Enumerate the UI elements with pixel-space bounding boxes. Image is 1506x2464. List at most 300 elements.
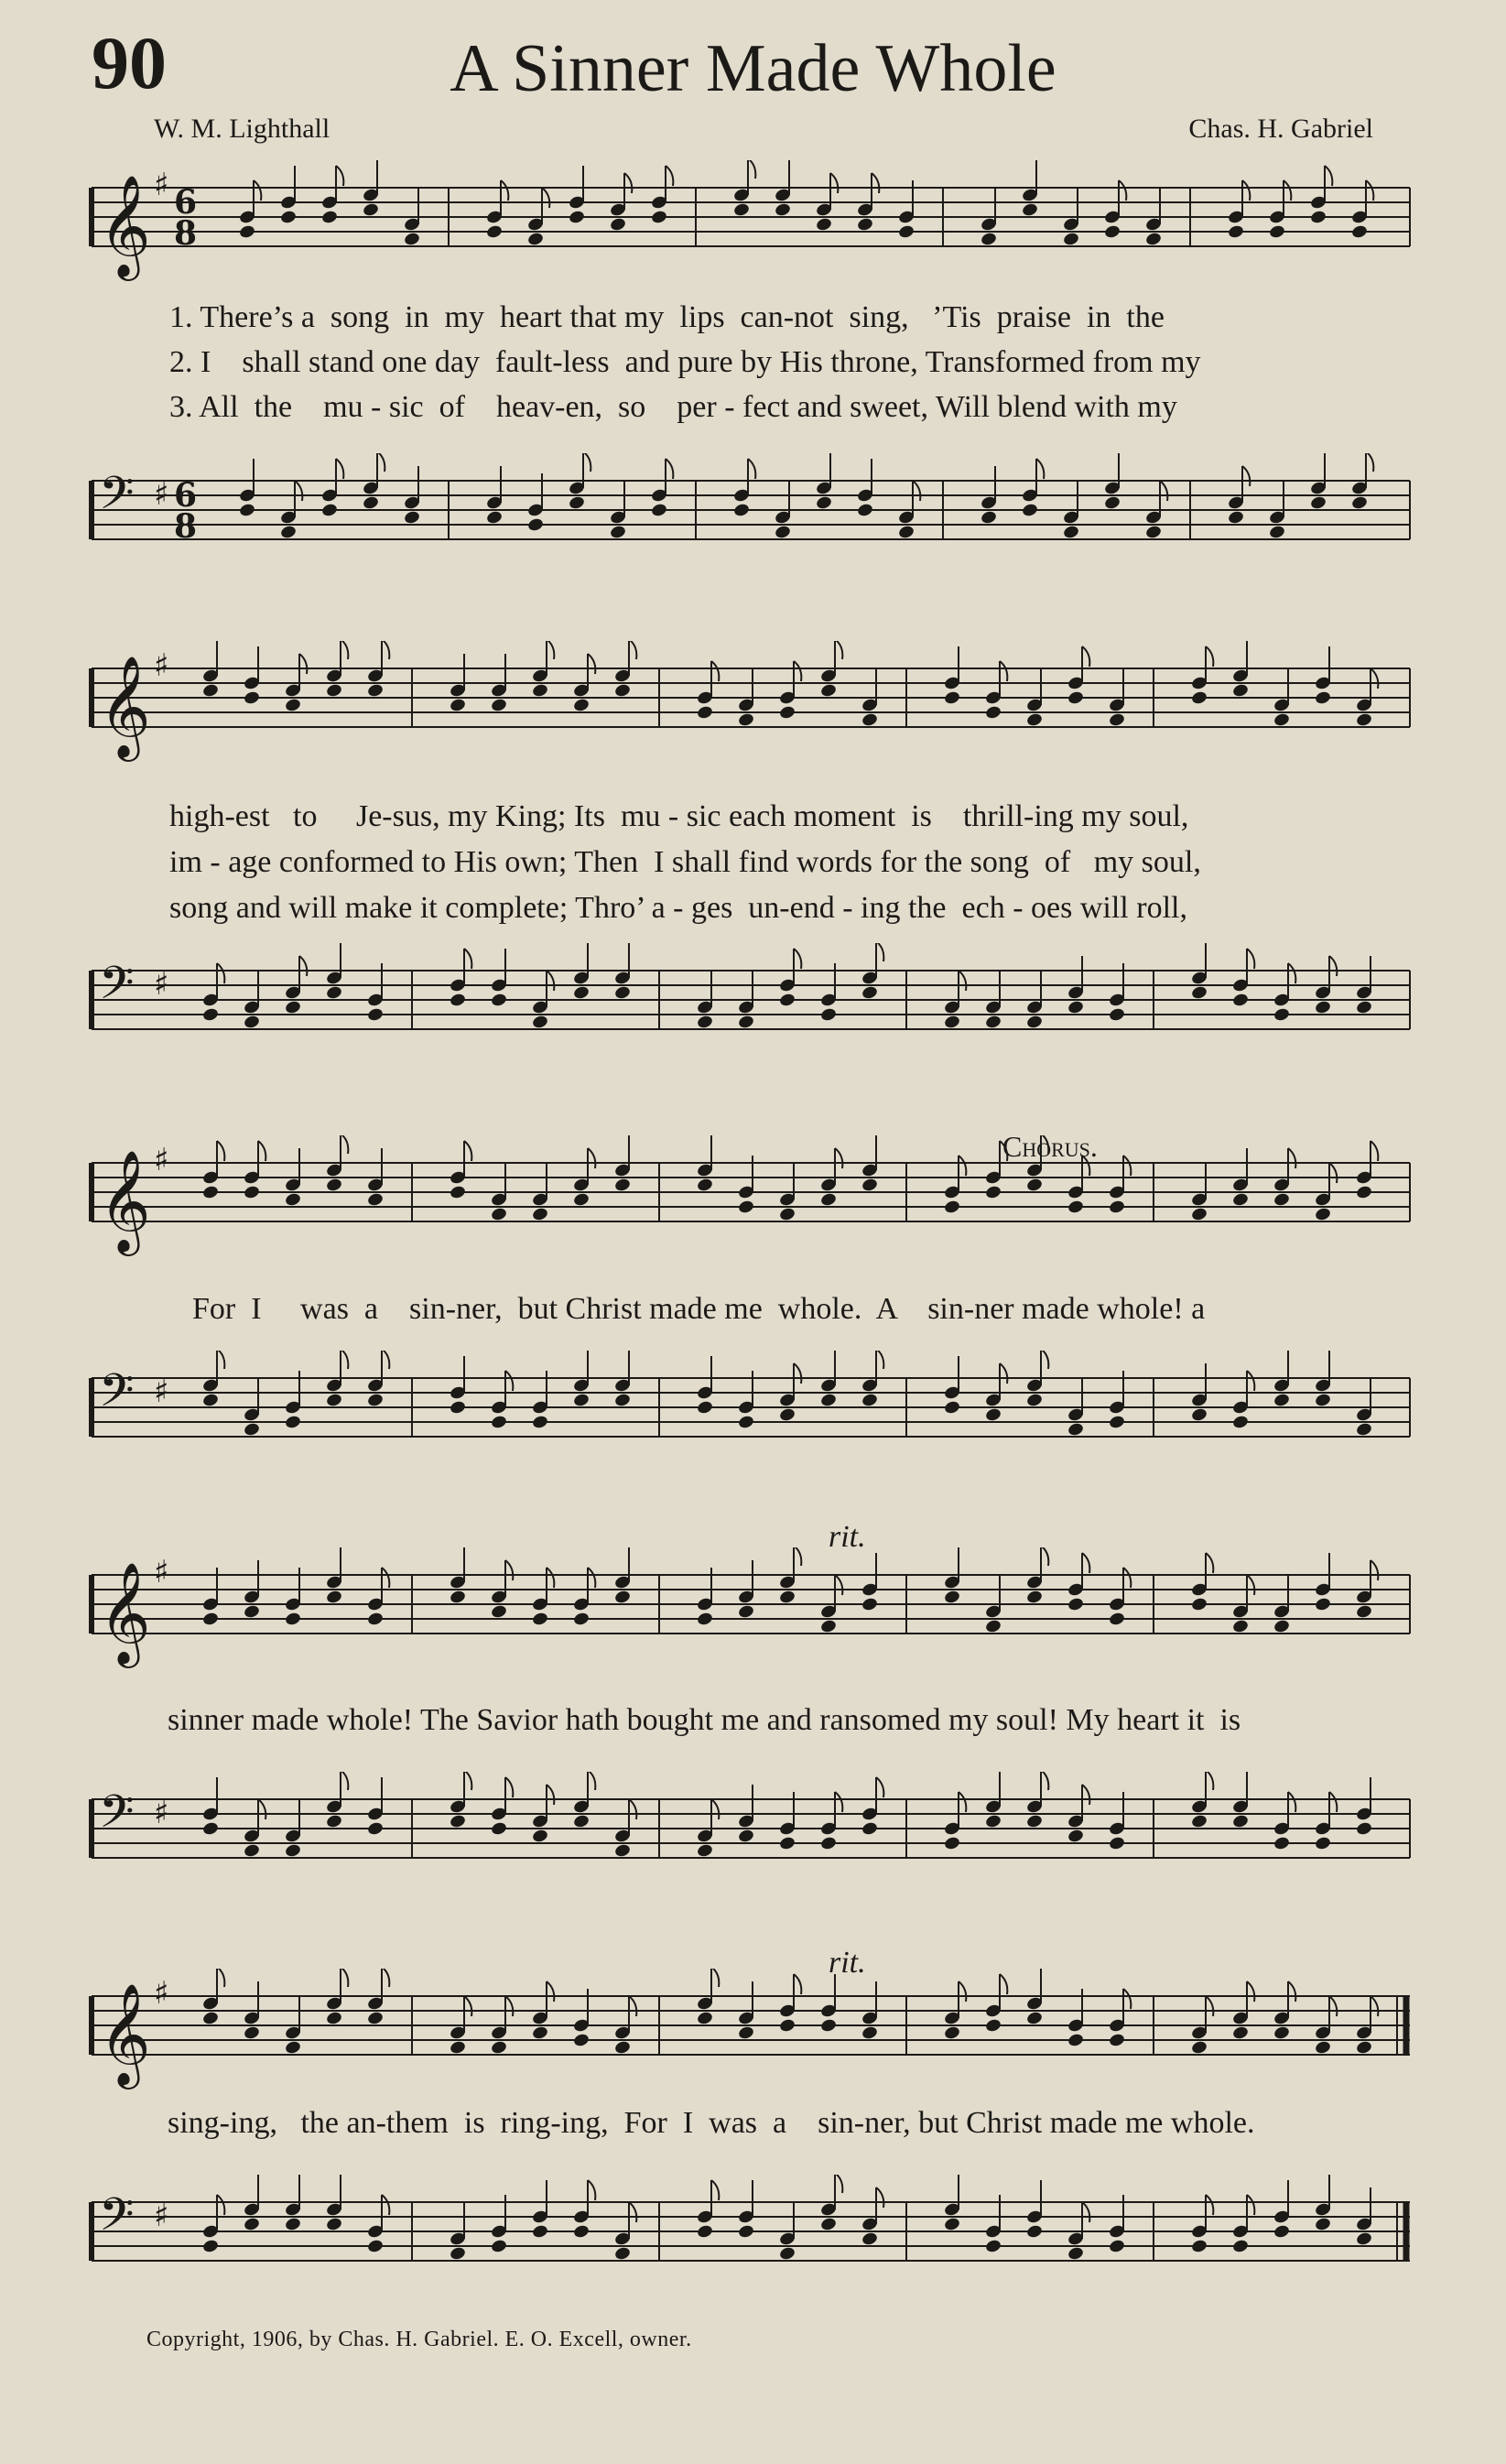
note-head — [1062, 232, 1079, 247]
note-head — [1025, 2224, 1043, 2240]
note-flag — [1082, 646, 1089, 667]
note-flag — [711, 661, 719, 681]
note-flag — [588, 654, 595, 674]
note-head — [861, 2231, 878, 2247]
note-flag — [1329, 956, 1337, 976]
note-flag — [1041, 1135, 1048, 1154]
note-flag — [794, 949, 801, 969]
note-head — [737, 1199, 754, 1215]
note-head — [778, 1590, 796, 1605]
note-head — [1108, 2239, 1125, 2254]
note-head — [449, 1590, 466, 1605]
note-head — [284, 1612, 301, 1627]
note-flag — [1160, 481, 1167, 501]
note-flag — [341, 641, 348, 659]
time-signature-icon: 6 — [174, 476, 198, 515]
treble-clef-icon: 𝄞 — [99, 174, 151, 277]
note-head — [403, 510, 420, 526]
note-flag — [1284, 180, 1291, 201]
note-head — [732, 503, 750, 518]
note-head — [696, 1612, 713, 1627]
note-head — [943, 690, 960, 706]
note-flag — [258, 1141, 265, 1161]
note-head — [1108, 2033, 1125, 2048]
note-head — [572, 1393, 590, 1408]
note-head — [943, 1400, 960, 1416]
key-signature-sharp-icon: ♯ — [154, 476, 169, 513]
note-flag — [1288, 1792, 1295, 1812]
treble-staff — [82, 1135, 1419, 1264]
note-head — [1144, 525, 1162, 540]
note-head — [1273, 1393, 1290, 1408]
note-head — [1025, 1178, 1043, 1193]
note-head — [531, 1612, 548, 1627]
note-head — [243, 2025, 260, 2041]
note-head — [1268, 525, 1285, 540]
note-head — [1190, 1597, 1208, 1612]
note-head — [366, 1192, 384, 1208]
note-flag — [666, 166, 673, 186]
note-flag — [1036, 459, 1044, 479]
note-flag — [1371, 668, 1378, 689]
ritardando-marking: rit. — [829, 1946, 866, 1980]
note-flag — [959, 1156, 966, 1176]
note-flag — [1206, 1553, 1213, 1573]
note-head — [980, 232, 997, 247]
note-head — [284, 2217, 301, 2232]
note-flag — [464, 949, 471, 969]
note-flag — [336, 459, 343, 479]
note-head — [490, 2040, 507, 2056]
note-head — [1067, 2033, 1084, 2048]
note-head — [984, 1407, 1002, 1423]
note-head — [1190, 690, 1208, 706]
key-signature-sharp-icon: ♯ — [154, 647, 169, 684]
note-head — [243, 690, 260, 706]
note-head — [943, 2025, 960, 2041]
note-head — [490, 1207, 507, 1222]
note-head — [325, 2011, 342, 2026]
note-flag — [1000, 1974, 1007, 1994]
note-flag — [711, 2180, 719, 2200]
note-flag — [1082, 1553, 1089, 1573]
note-flag — [835, 641, 842, 659]
note-head — [1108, 1612, 1125, 1627]
note-head — [696, 705, 713, 721]
note-head — [1314, 1000, 1331, 1015]
note-flag — [382, 1351, 389, 1369]
treble-staff — [82, 641, 1419, 769]
note-head — [1108, 1007, 1125, 1023]
note-head — [1025, 712, 1043, 728]
bass-clef-icon: 𝄢 — [99, 2188, 135, 2252]
note-head — [325, 2217, 342, 2232]
note-head — [815, 495, 832, 511]
note-flag — [830, 173, 838, 193]
note-head — [819, 1836, 837, 1851]
note-flag — [588, 1772, 595, 1790]
note-head — [531, 2224, 548, 2240]
note-flag — [1206, 646, 1213, 667]
note-flag — [876, 1777, 883, 1797]
note-head — [366, 1821, 384, 1837]
note-head — [531, 1415, 548, 1430]
note-head — [650, 210, 667, 225]
note-head — [1190, 1207, 1208, 1222]
note-flag — [794, 1547, 801, 1566]
note-head — [366, 683, 384, 699]
note-head — [696, 1178, 713, 1193]
note-head — [1067, 1829, 1084, 1844]
note-flag — [959, 971, 966, 991]
note-head — [362, 202, 379, 218]
note-head — [737, 2224, 754, 2240]
note-head — [613, 1843, 631, 1859]
note-head — [572, 1612, 590, 1627]
note-flag — [547, 1785, 554, 1805]
note-head — [490, 1604, 507, 1620]
note-head — [201, 2239, 219, 2254]
bass-clef-icon: 𝄢 — [99, 1364, 135, 1428]
note-head — [243, 1015, 260, 1030]
note-head — [1268, 224, 1285, 240]
note-head — [1309, 210, 1327, 225]
note-head — [1108, 712, 1125, 728]
note-head — [201, 1821, 219, 1837]
note-head — [819, 2217, 837, 2232]
note-flag — [464, 1996, 471, 2016]
note-head — [572, 698, 590, 713]
note-head — [778, 1207, 796, 1222]
hymn-number: 90 — [92, 21, 167, 104]
time-signature-icon: 8 — [174, 214, 198, 253]
note-flag — [547, 641, 554, 659]
note-flag — [377, 453, 385, 472]
note-head — [1231, 683, 1249, 699]
note-head — [1025, 1393, 1043, 1408]
note-head — [613, 2246, 631, 2262]
note-head — [1025, 1814, 1043, 1829]
note-head — [1025, 1015, 1043, 1030]
note-flag — [1288, 1981, 1295, 2002]
note-flag — [876, 943, 883, 961]
note-flag — [217, 963, 224, 983]
note-head — [1314, 690, 1331, 706]
note-head — [201, 2011, 219, 2026]
note-head — [1103, 224, 1121, 240]
note-head — [861, 2025, 878, 2041]
note-head — [1355, 1185, 1372, 1200]
bass-staff — [82, 2175, 1419, 2303]
note-head — [1273, 1619, 1290, 1634]
note-flag — [341, 1135, 348, 1154]
note-head — [984, 1814, 1002, 1829]
note-flag — [666, 459, 673, 479]
treble-clef-icon: 𝄞 — [99, 1561, 151, 1664]
note-head — [897, 224, 915, 240]
note-head — [609, 217, 626, 233]
note-flag — [1247, 1371, 1254, 1391]
note-head — [1021, 202, 1038, 218]
note-head — [774, 202, 791, 218]
note-head — [1067, 690, 1084, 706]
note-head — [284, 698, 301, 713]
note-head — [856, 503, 873, 518]
note-flag — [336, 166, 343, 186]
lyric-line: 3. All the mu - sic of heav-en, so per - fect and sweet, Will blend with my — [169, 390, 1177, 424]
note-flag — [1082, 1785, 1089, 1805]
note-head — [1273, 2224, 1290, 2240]
note-head — [778, 2018, 796, 2034]
note-head — [1067, 1597, 1084, 1612]
note-flag — [1288, 1148, 1295, 1168]
note-flag — [217, 1351, 224, 1369]
note-head — [362, 495, 379, 511]
note-head — [815, 217, 832, 233]
note-flag — [711, 1969, 719, 1987]
note-head — [819, 2018, 837, 2034]
note-flag — [913, 481, 920, 501]
note-head — [1067, 1199, 1084, 1215]
note-head — [778, 1836, 796, 1851]
note-flag — [588, 1568, 595, 1588]
note-head — [490, 698, 507, 713]
note-flag — [505, 1371, 513, 1391]
treble-clef-icon: 𝄞 — [99, 1982, 151, 2085]
note-head — [1108, 1415, 1125, 1430]
note-flag — [876, 2187, 883, 2208]
note-head — [449, 698, 466, 713]
note-head — [737, 1015, 754, 1030]
note-flag — [794, 1974, 801, 1994]
note-flag — [505, 1777, 513, 1797]
note-head — [1067, 1422, 1084, 1438]
key-signature-sharp-icon: ♯ — [154, 1975, 169, 2012]
note-head — [243, 1843, 260, 1859]
note-head — [325, 1393, 342, 1408]
note-head — [1190, 985, 1208, 1001]
key-signature-sharp-icon: ♯ — [154, 1554, 169, 1590]
note-flag — [382, 1568, 389, 1588]
note-flag — [1247, 1981, 1254, 2002]
time-signature-icon: 8 — [174, 507, 198, 546]
note-head — [943, 2217, 960, 2232]
note-head — [1108, 1836, 1125, 1851]
note-head — [613, 1590, 631, 1605]
treble-staff — [82, 160, 1419, 288]
note-head — [613, 2040, 631, 2056]
key-signature-sharp-icon: ♯ — [154, 167, 169, 203]
note-flag — [629, 641, 636, 659]
lyric-line: 1. There’s a song in my heart that my lips can-not sing, ’Tis praise in the — [169, 300, 1165, 334]
note-head — [980, 510, 997, 526]
note-flag — [341, 1351, 348, 1369]
note-head — [737, 1829, 754, 1844]
note-head — [778, 2246, 796, 2262]
note-flag — [382, 641, 389, 659]
note-flag — [501, 180, 508, 201]
note-head — [366, 1612, 384, 1627]
note-head — [201, 1007, 219, 1023]
note-head — [201, 1393, 219, 1408]
note-flag — [217, 1969, 224, 1987]
note-head — [819, 683, 837, 699]
note-head — [366, 2239, 384, 2254]
note-head — [320, 503, 338, 518]
note-head — [778, 705, 796, 721]
note-flag — [588, 1148, 595, 1168]
note-flag — [748, 459, 755, 479]
note-head — [325, 1814, 342, 1829]
treble-staff — [82, 1547, 1419, 1676]
note-flag — [1206, 2195, 1213, 2215]
note-head — [819, 1619, 837, 1634]
note-head — [984, 2018, 1002, 2034]
note-flag — [341, 1772, 348, 1790]
note-head — [279, 210, 297, 225]
note-head — [1355, 2040, 1372, 2056]
note-head — [1231, 2025, 1249, 2041]
note-flag — [542, 188, 549, 208]
note-head — [613, 1178, 631, 1193]
note-flag — [1329, 1163, 1337, 1183]
note-flag — [1329, 1996, 1337, 2016]
note-head — [1350, 495, 1368, 511]
note-flag — [1000, 1363, 1007, 1384]
note-flag — [1242, 180, 1250, 201]
note-flag — [959, 1981, 966, 2002]
note-head — [737, 2025, 754, 2041]
copyright-notice: Copyright, 1906, by Chas. H. Gabriel. E. O. Excell, owner. — [146, 2328, 692, 2351]
note-head — [238, 224, 255, 240]
note-flag — [794, 1363, 801, 1384]
note-head — [943, 1836, 960, 1851]
note-flag — [748, 160, 755, 179]
note-head — [1314, 1836, 1331, 1851]
note-flag — [629, 2202, 636, 2222]
note-head — [449, 1814, 466, 1829]
key-signature-sharp-icon: ♯ — [154, 966, 169, 1003]
note-head — [490, 1821, 507, 1837]
note-head — [737, 1415, 754, 1430]
note-head — [819, 1007, 837, 1023]
treble-clef-icon: 𝄞 — [99, 655, 151, 757]
key-signature-sharp-icon: ♯ — [154, 1142, 169, 1178]
note-head — [325, 1178, 342, 1193]
note-head — [1025, 1590, 1043, 1605]
note-head — [778, 993, 796, 1008]
note-head — [1231, 1814, 1249, 1829]
note-flag — [1000, 661, 1007, 681]
note-flag — [711, 1799, 719, 1819]
note-head — [325, 683, 342, 699]
note-flag — [1082, 1156, 1089, 1176]
note-head — [485, 224, 503, 240]
bass-clef-icon: 𝄢 — [99, 467, 135, 531]
chorus-marking: Chorus. — [1002, 1130, 1098, 1163]
note-head — [568, 210, 585, 225]
note-head — [1190, 1814, 1208, 1829]
note-head — [284, 1415, 301, 1430]
note-head — [531, 1015, 548, 1030]
note-flag — [1371, 1560, 1378, 1580]
note-flag — [547, 971, 554, 991]
note-head — [1273, 1007, 1290, 1023]
note-flag — [547, 1568, 554, 1588]
note-head — [1273, 1836, 1290, 1851]
note-head — [1355, 1000, 1372, 1015]
bass-clef-icon: 𝄢 — [99, 1786, 135, 1850]
note-head — [1190, 1407, 1208, 1423]
note-head — [526, 232, 544, 247]
note-head — [243, 1422, 260, 1438]
note-flag — [629, 1996, 636, 2016]
note-flag — [1041, 1351, 1048, 1369]
lyricist-credit: W. M. Lighthall — [154, 114, 330, 144]
note-flag — [1247, 949, 1254, 969]
note-head — [1231, 2239, 1249, 2254]
note-head — [572, 985, 590, 1001]
note-flag — [583, 453, 590, 472]
note-flag — [1082, 2202, 1089, 2222]
note-head — [696, 2011, 713, 2026]
note-head — [1355, 2231, 1372, 2247]
note-flag — [1366, 180, 1373, 201]
note-head — [774, 525, 791, 540]
note-flag — [1123, 1568, 1131, 1588]
ritardando-marking: rit. — [829, 1520, 866, 1554]
lyric-line: sing-ing, the an-them is ring-ing, For I was a sin-ner, but Christ made me whole. — [168, 2106, 1255, 2140]
note-head — [572, 2033, 590, 2048]
note-head — [737, 1604, 754, 1620]
note-head — [490, 993, 507, 1008]
note-head — [1144, 232, 1162, 247]
note-head — [201, 683, 219, 699]
note-flag — [1123, 1989, 1131, 2009]
note-head — [861, 1821, 878, 1837]
note-head — [696, 2224, 713, 2240]
note-head — [403, 232, 420, 247]
note-flag — [588, 2180, 595, 2200]
note-head — [1231, 1415, 1249, 1430]
note-head — [943, 1015, 960, 1030]
note-head — [1025, 2011, 1043, 2026]
note-head — [943, 1199, 960, 1215]
note-flag — [299, 956, 307, 976]
note-head — [1021, 503, 1038, 518]
key-signature-sharp-icon: ♯ — [154, 2198, 169, 2234]
note-head — [1227, 510, 1244, 526]
note-flag — [629, 1799, 636, 1819]
note-flag — [1041, 1772, 1048, 1790]
note-head — [1355, 1821, 1372, 1837]
note-head — [856, 217, 873, 233]
note-flag — [835, 2175, 842, 2193]
note-head — [1309, 495, 1327, 511]
note-head — [279, 525, 297, 540]
note-flag — [464, 1772, 471, 1790]
note-head — [897, 525, 915, 540]
note-head — [1227, 224, 1244, 240]
note-head — [1314, 2217, 1331, 2232]
note-flag — [1041, 1547, 1048, 1566]
treble-clef-icon: 𝄞 — [99, 1149, 151, 1252]
note-head — [531, 2025, 548, 2041]
note-head — [572, 2224, 590, 2240]
note-head — [1314, 1207, 1331, 1222]
note-head — [526, 517, 544, 533]
note-flag — [794, 661, 801, 681]
